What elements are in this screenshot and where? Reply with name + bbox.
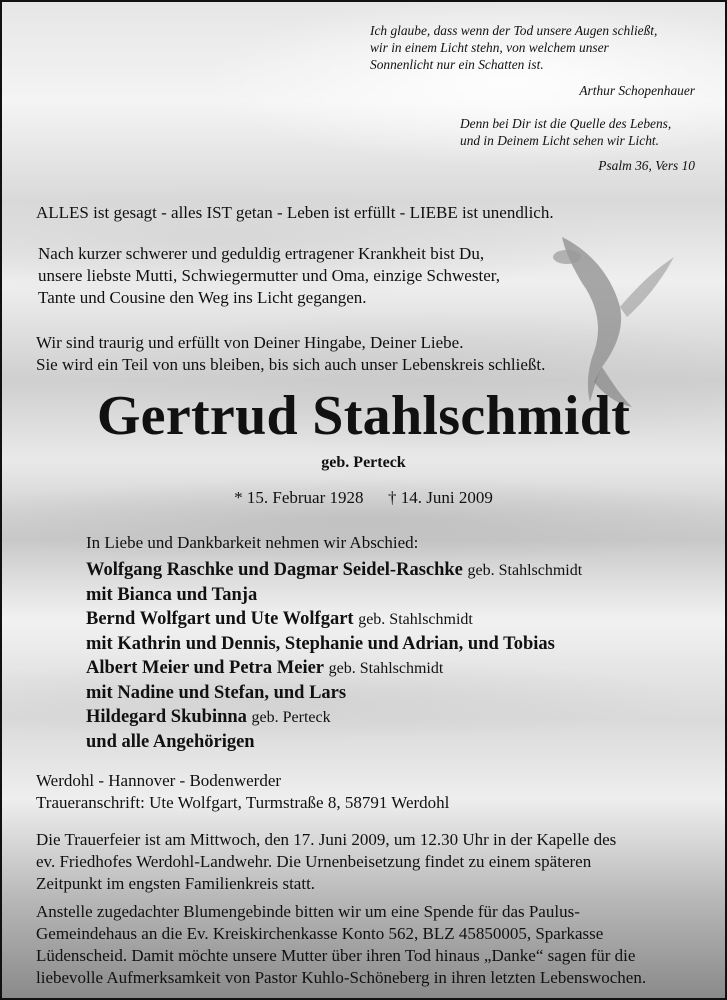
text-line: Anstelle zugedachter Blumengebinde bitten wir um eine Spende für das Paulus- [36, 902, 580, 921]
quote-line: Sonnenlicht nur ein Schatten ist. [370, 57, 544, 72]
death-date: † 14. Juni 2009 [388, 488, 493, 507]
family-names: Wolfgang Raschke und Dagmar Seidel-Raschke [86, 560, 463, 580]
quote-line: Ich glaube, dass wenn der Tod unsere Augen schließt, [370, 23, 658, 38]
maiden-name: geb. Perteck [321, 454, 406, 471]
family-note: geb. Stahlschmidt [328, 660, 444, 677]
family-names: mit Kathrin und Dennis, Stephanie und Adrian, und Tobias [86, 634, 555, 654]
contact-block [36, 770, 449, 814]
family-note: geb. Stahlschmidt [467, 562, 583, 579]
family-names: mit Nadine und Stefan, und Lars [86, 683, 347, 703]
family-names: Hildegard Skubinna [86, 707, 247, 727]
text-line: Wir sind traurig und erfüllt von Deiner Hingabe, Deiner Liebe. [36, 333, 464, 352]
birth-date: * 15. Februar 1928 [234, 488, 364, 507]
text-line: Gemeindehaus an die Ev. Kreiskirchenkasse Konto 562, BLZ 45850005, Sparkasse [36, 924, 604, 943]
family-line [86, 558, 582, 583]
text-line: Tante und Cousine den Weg ins Licht gegangen. [38, 288, 367, 307]
family-line [86, 632, 582, 656]
text-line: Die Trauerfeier ist am Mittwoch, den 17. Juni 2009, um 12.30 Uhr in der Kapelle des [36, 830, 617, 849]
family-note: geb. Stahlschmidt [358, 611, 473, 628]
text-line: unsere liebste Mutti, Schwiegermutter und Oma, einzige Schwester, [38, 266, 500, 285]
quote-line: und in Deinem Licht sehen wir Licht. [460, 133, 659, 148]
donation-paragraph [36, 901, 646, 989]
text-line: Zeitpunkt im engsten Familienkreis statt. [36, 874, 316, 893]
life-dates [2, 488, 725, 508]
family-note: geb. Perteck [251, 709, 331, 726]
text-line: Sie wird ein Teil von uns bleiben, bis sich auch unser Lebenskreis schließt. [36, 355, 546, 374]
family-names: mit Bianca und Tanja [86, 585, 258, 605]
family-list [86, 558, 582, 754]
family-line [86, 656, 582, 681]
family-line [86, 607, 582, 632]
places-line: Werdohl - Hannover - Bodenwerder [36, 771, 282, 790]
ceremony-paragraph [36, 829, 616, 895]
text-line: liebevolle Aufmerksamkeit von Pastor Kuhlo-Schöneberg in ihren letzten Lebenswochen. [36, 968, 647, 987]
quote-author: Arthur Schopenhauer [579, 83, 695, 98]
mourning-paragraph [36, 332, 545, 376]
family-line [86, 730, 582, 754]
schopenhauer-quote [370, 22, 657, 73]
farewell-intro: In Liebe und Dankbarkeit nehmen wir Abschied: [86, 533, 419, 552]
family-line [86, 583, 582, 607]
quote-line: wir in einem Licht stehn, von welchem unser [370, 40, 609, 55]
family-names: Albert Meier und Petra Meier [86, 658, 325, 678]
passing-paragraph [38, 243, 500, 309]
deceased-name: Gertrud Stahlschmidt [96, 385, 631, 447]
family-line [86, 681, 582, 705]
motto-line: ALLES ist gesagt - alles IST getan - Leben ist erfüllt - LIEBE ist unendlich. [36, 203, 554, 222]
psalm-source: Psalm 36, Vers 10 [598, 158, 695, 173]
psalm-quote [460, 115, 671, 149]
family-line [86, 705, 582, 730]
quote-line: Denn bei Dir ist die Quelle des Lebens, [460, 116, 672, 131]
family-names: Bernd Wolfgart und Ute Wolfgart [86, 609, 354, 629]
text-line: Lüdenscheid. Damit möchte unsere Mutter über ihren Tod hinaus „Danke“ sagen für die [36, 946, 636, 965]
text-line: ev. Friedhofes Werdohl-Landwehr. Die Urnenbeisetzung findet zu einem späteren [36, 852, 592, 871]
text-line: Nach kurzer schwerer und geduldig ertragener Krankheit bist Du, [38, 244, 485, 263]
family-names: und alle Angehörigen [86, 732, 255, 752]
address-line: Traueranschrift: Ute Wolfgart, Turmstraße 8, 58791 Werdohl [36, 793, 450, 812]
